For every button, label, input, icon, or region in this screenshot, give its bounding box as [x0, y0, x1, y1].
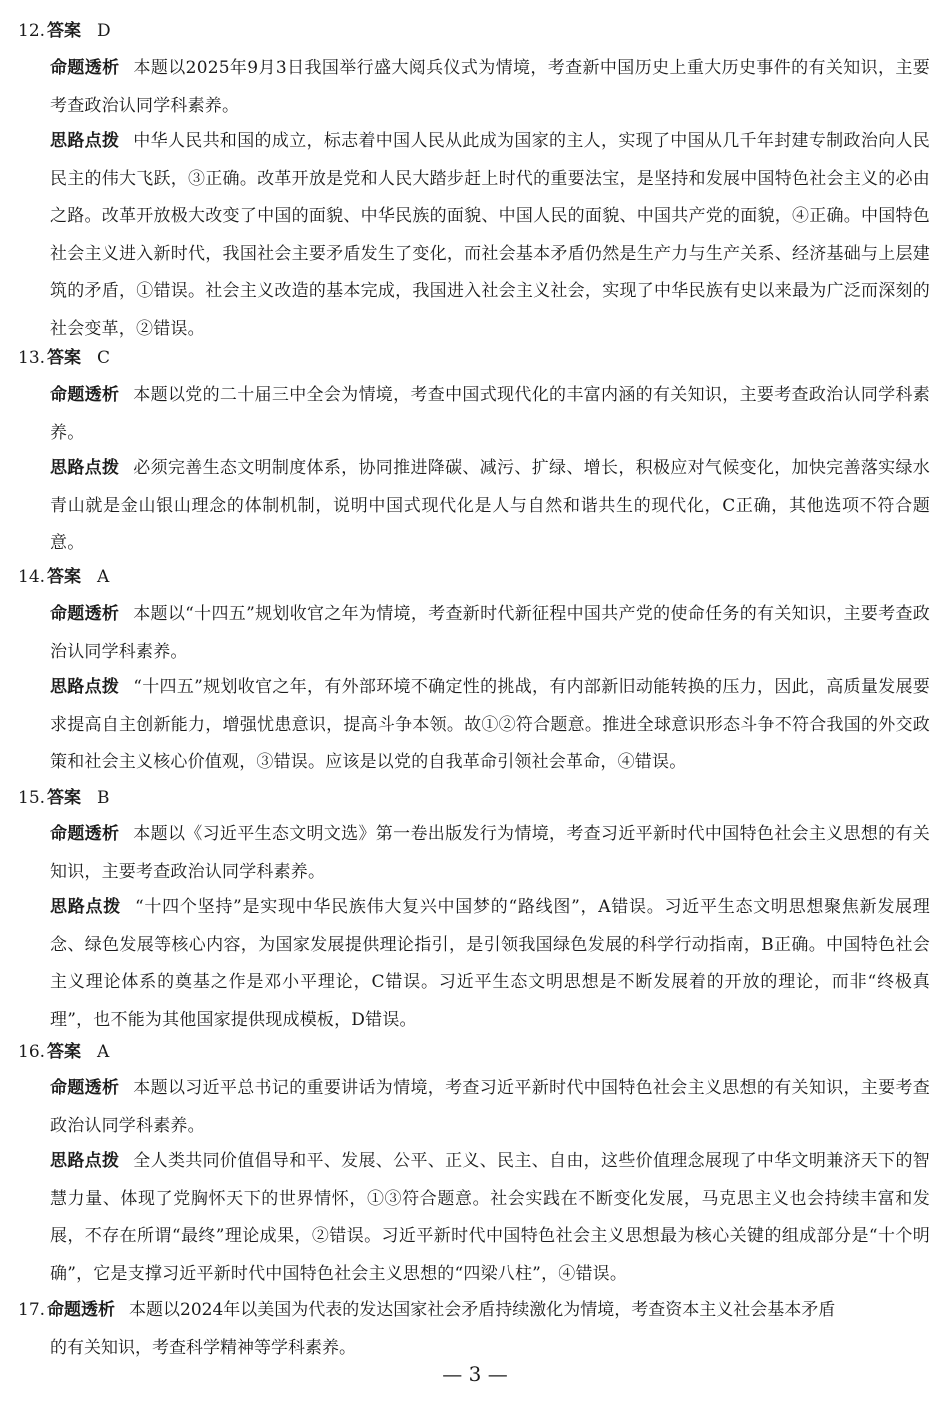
- question-14-hint: [50, 669, 930, 782]
- analysis-label: 命题透析: [50, 1078, 120, 1098]
- question-15-answer-line: [18, 788, 110, 808]
- question-17-analysis: [18, 1292, 930, 1367]
- question-number: 15.: [18, 788, 46, 808]
- question-13-analysis: [50, 377, 930, 452]
- answer-value: B: [97, 788, 110, 808]
- answer-label: 答案: [47, 21, 82, 41]
- question-number: 13.: [18, 348, 46, 368]
- question-16-answer-line: [18, 1042, 109, 1062]
- analysis-text: 本题以党的二十届三中全会为情境，考查中国式现代化的丰富内涵的有关知识，主要考查政治认同学科素养。: [50, 385, 930, 443]
- analysis-text: 本题以“十四五”规划收官之年为情境，考查新时代新征程中国共产党的使命任务的有关知识，主要考查政治认同学科素养。: [50, 604, 930, 662]
- hint-text: “十四个坚持”是实现中华民族伟大复兴中国梦的“路线图”，A错误。习近平生态文明思想聚焦新发展理念、绿色发展等核心内容，为国家发展提供理论指引，是引领我国绿色发展的科学行动指南，B正确。中国特色社会主义理论体系的奠基之作是邓小平理论，C错误。习近平生态文明思想是不断发展着的开放的理论，而非“终极真理”，也不能为其他国家提供现成模板，D错误。: [50, 897, 930, 1030]
- analysis-label: 命题透析: [50, 824, 120, 844]
- analysis-text: 本题以《习近平生态文明文选》第一卷出版发行为情境，考查习近平新时代中国特色社会主义思想的有关知识，主要考查政治认同学科素养。: [50, 824, 930, 882]
- hint-text: 中华人民共和国的成立，标志着中国人民从此成为国家的主人，实现了中国从几千年封建专制政治向人民民主的伟大飞跃，③正确。改革开放是党和人民大踏步赶上时代的重要法宝，是坚持和发展中国特色社会主义的必由之路。改革开放极大改变了中国的面貌、中华民族的面貌、中国人民的面貌、中国共产党的面貌，④正确。中国特色社会主义进入新时代，我国社会主要矛盾发生了变化，而社会基本矛盾仍然是生产力与生产关系、经济基础与上层建筑的矛盾，①错误。社会主义改造的基本完成，我国进入社会主义社会，实现了中华民族有史以来最为广泛而深刻的社会变革，②错误。: [50, 131, 930, 339]
- question-16-analysis: [50, 1070, 930, 1145]
- question-14-analysis: [50, 596, 930, 671]
- hint-label: 思路点拨: [50, 897, 121, 917]
- hint-label: 思路点拨: [50, 131, 120, 151]
- analysis-text-line1: 本题以2024年以美国为代表的发达国家社会矛盾持续激化为情境，考查资本主义社会基本矛盾: [129, 1300, 836, 1320]
- hint-text: 全人类共同价值倡导和平、发展、公平、正义、民主、自由，这些价值理念展现了中华文明兼济天下的智慧力量、体现了党胸怀天下的世界情怀，①③符合题意。社会实践在不断变化发展，马克思主义也会持续丰富和发展，不存在所谓“最终”理论成果，②错误。习近平新时代中国特色社会主义思想最为核心关键的组成部分是“十个明确”，它是支撑习近平新时代中国特色社会主义思想的“四梁八柱”，④错误。: [50, 1151, 930, 1284]
- answer-value: D: [97, 21, 111, 41]
- answer-label: 答案: [47, 567, 82, 587]
- question-12-answer-line: [18, 21, 111, 41]
- question-13-hint: [50, 450, 930, 563]
- question-number: 12.: [18, 21, 46, 41]
- analysis-text-line2: 的有关知识，考查科学精神等学科素养。: [50, 1337, 356, 1358]
- answer-value: A: [97, 1042, 110, 1062]
- hint-label: 思路点拨: [50, 677, 120, 697]
- hint-label: 思路点拨: [50, 458, 120, 478]
- question-12-hint: [50, 123, 930, 348]
- analysis-label: 命题透析: [50, 604, 120, 624]
- question-12-analysis: [50, 50, 930, 125]
- question-16-hint: [50, 1143, 930, 1293]
- hint-label: 思路点拨: [50, 1151, 120, 1171]
- question-number: 17.: [18, 1300, 46, 1320]
- analysis-label: 命题透析: [50, 58, 120, 78]
- hint-text: 必须完善生态文明制度体系，协同推进降碳、减污、扩绿、增长，积极应对气候变化，加快完善落实绿水青山就是金山银山理念的体制机制，说明中国式现代化是人与自然和谐共生的现代化，C正确，其他选项不符合题意。: [50, 458, 930, 553]
- answer-value: A: [97, 567, 110, 587]
- analysis-label: 命题透析: [50, 385, 120, 405]
- question-15-analysis: [50, 816, 930, 891]
- question-number: 14.: [18, 567, 46, 587]
- analysis-label: 命题透析: [47, 1300, 116, 1320]
- question-number: 16.: [18, 1042, 46, 1062]
- answer-value: C: [97, 348, 111, 368]
- page-number: — 3 —: [442, 1362, 508, 1386]
- answer-label: 答案: [47, 1042, 82, 1062]
- answer-label: 答案: [47, 348, 82, 368]
- analysis-text: 本题以习近平总书记的重要讲话为情境，考查习近平新时代中国特色社会主义思想的有关知识，主要考查政治认同学科素养。: [50, 1078, 930, 1136]
- question-14-answer-line: [18, 567, 109, 587]
- hint-text: “十四五”规划收官之年，有外部环境不确定性的挑战，有内部新旧动能转换的压力，因此，高质量发展要求提高自主创新能力，增强忧患意识，提高斗争本领。故①②符合题意。推进全球意识形态斗争不符合我国的外交政策和社会主义核心价值观，③错误。应该是以党的自我革命引领社会革命，④错误。: [50, 677, 930, 772]
- question-13-answer-line: [18, 348, 110, 368]
- answer-label: 答案: [47, 788, 82, 808]
- analysis-text: 本题以2025年9月3日我国举行盛大阅兵仪式为情境，考查新中国历史上重大历史事件的有关知识，主要考查政治认同学科素养。: [50, 58, 930, 116]
- question-15-hint: [50, 889, 930, 1039]
